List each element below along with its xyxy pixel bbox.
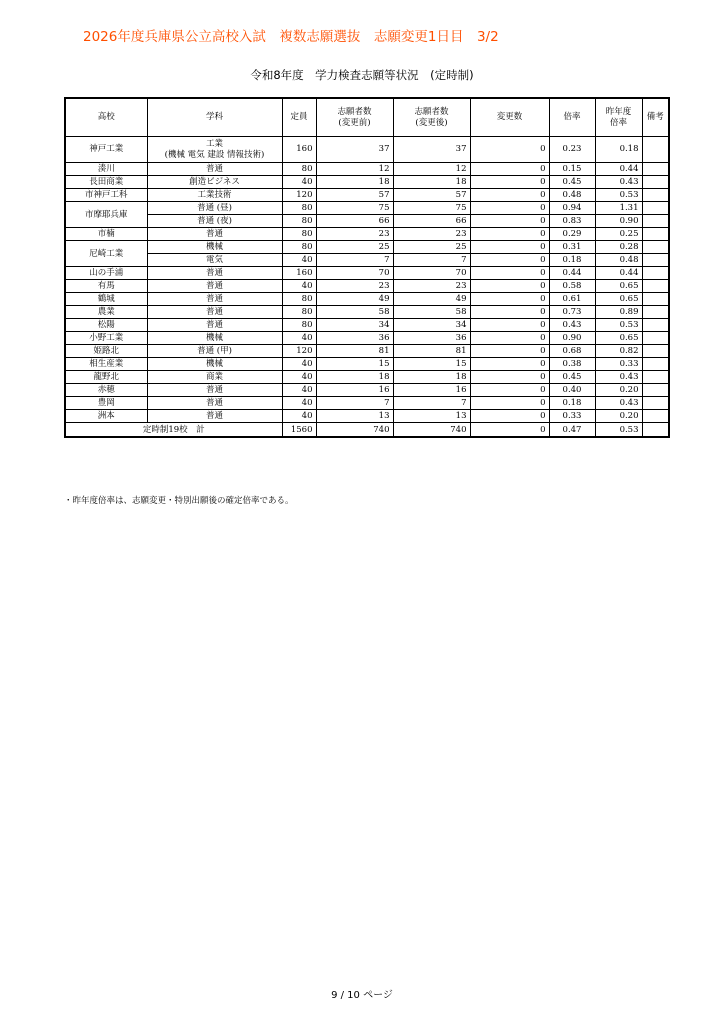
department-name: 商業 [205,372,223,382]
department-name: 普通 [205,281,223,291]
applicants-before-cell: 58 [316,306,393,319]
table-row [65,319,669,332]
header-last-year-ratio: 昨年度 倍率 [595,98,642,137]
applicants-before-cell: 81 [316,345,393,358]
last-year-ratio-cell: 0.82 [595,345,642,358]
table-row [65,241,669,254]
total-last-year-ratio: 0.53 [595,423,642,438]
school-cell: 市楠 [65,228,147,241]
school-cell: 松陽 [65,319,147,332]
changes-cell: 0 [470,189,549,202]
capacity-cell: 80 [282,293,316,306]
ratio-cell: 0.44 [549,267,595,280]
table-header-row [65,98,669,137]
last-year-ratio-cell: 0.28 [595,241,642,254]
table-row [65,332,669,345]
applicants-after-cell: 12 [393,163,470,176]
department-cell [147,189,282,202]
capacity-cell: 40 [282,254,316,267]
remarks-cell [642,137,669,163]
changes-cell: 0 [470,267,549,280]
ratio-cell: 0.68 [549,345,595,358]
ratio-cell: 0.38 [549,358,595,371]
department-cell [147,215,282,228]
capacity-cell: 160 [282,267,316,280]
total-changes: 0 [470,423,549,438]
applicants-before-cell: 75 [316,202,393,215]
department-cell [147,384,282,397]
header-applicants-before: 志願者数 (変更前) [316,98,393,137]
header-school: 高校 [65,98,147,137]
changes-cell: 0 [470,163,549,176]
last-year-ratio-cell: 0.20 [595,410,642,423]
ratio-cell: 0.31 [549,241,595,254]
applicants-before-cell: 66 [316,215,393,228]
remarks-cell [642,293,669,306]
table-total-row [65,423,669,438]
last-year-ratio-cell: 1.31 [595,202,642,215]
remarks-cell [642,280,669,293]
capacity-cell: 40 [282,384,316,397]
total-ratio: 0.47 [549,423,595,438]
department-name: 普通 [205,385,223,395]
department-cell [147,137,282,163]
applicants-before-cell: 18 [316,371,393,384]
changes-cell: 0 [470,215,549,228]
total-applicants-before: 740 [316,423,393,438]
capacity-cell: 160 [282,137,316,163]
header-remarks: 備考 [642,98,669,137]
applicants-before-cell: 18 [316,176,393,189]
applicants-before-cell: 13 [316,410,393,423]
ratio-cell: 0.29 [549,228,595,241]
applicants-after-cell: 70 [393,267,470,280]
department-cell [147,371,282,384]
department-name: 普通 [205,411,223,421]
changes-cell: 0 [470,384,549,397]
remarks-cell [642,345,669,358]
table-row [65,280,669,293]
last-year-ratio-cell: 0.44 [595,163,642,176]
changes-cell: 0 [470,293,549,306]
applicants-after-cell: 66 [393,215,470,228]
department-name: 普通 [205,320,223,330]
remarks-cell [642,397,669,410]
header-capacity: 定員 [282,98,316,137]
applicants-after-cell: 34 [393,319,470,332]
school-cell: 尼崎工業 [65,241,147,267]
changes-cell: 0 [470,176,549,189]
school-cell: 姫路北 [65,345,147,358]
ratio-cell: 0.43 [549,319,595,332]
table-title: 令和8年度 学力検査志願等状況 (定時制) [250,68,474,82]
school-cell: 豊岡 [65,397,147,410]
remarks-cell [642,202,669,215]
remarks-cell [642,371,669,384]
ratio-cell: 0.23 [549,137,595,163]
remarks-cell [642,410,669,423]
changes-cell: 0 [470,202,549,215]
header-changes: 変更数 [470,98,549,137]
total-applicants-after: 740 [393,423,470,438]
applicants-before-cell: 7 [316,254,393,267]
changes-cell: 0 [470,137,549,163]
applicants-before-cell: 7 [316,397,393,410]
changes-cell: 0 [470,332,549,345]
table-row [65,137,669,163]
last-year-ratio-cell: 0.43 [595,371,642,384]
applicants-before-cell: 15 [316,358,393,371]
department-cell [147,345,282,358]
department-name: 普通 [205,307,223,317]
total-label: 定時制19校 計 [65,423,282,438]
applicants-after-cell: 7 [393,397,470,410]
changes-cell: 0 [470,397,549,410]
remarks-cell [642,384,669,397]
ratio-cell: 0.48 [549,189,595,202]
applicants-before-cell: 57 [316,189,393,202]
school-cell: 洲本 [65,410,147,423]
department-cell [147,267,282,280]
remarks-cell [642,306,669,319]
school-cell: 鶴城 [65,293,147,306]
applicants-before-cell: 23 [316,280,393,293]
table-row [65,189,669,202]
capacity-cell: 40 [282,176,316,189]
application-status-table [64,97,670,438]
header-ratio: 倍率 [549,98,595,137]
department-cell [147,293,282,306]
department-cell [147,410,282,423]
school-cell: 相生産業 [65,358,147,371]
table-row [65,215,669,228]
changes-cell: 0 [470,410,549,423]
school-cell: 龍野北 [65,371,147,384]
changes-cell: 0 [470,241,549,254]
applicants-before-cell: 25 [316,241,393,254]
department-cell [147,228,282,241]
capacity-cell: 80 [282,163,316,176]
ratio-cell: 0.83 [549,215,595,228]
department-name: 普通 (甲) [197,346,232,356]
last-year-ratio-cell: 0.65 [595,332,642,345]
changes-cell: 0 [470,254,549,267]
changes-cell: 0 [470,371,549,384]
department-name: 工業技術 [197,190,232,200]
remarks-cell [642,358,669,371]
remarks-cell [642,163,669,176]
capacity-cell: 80 [282,241,316,254]
table-row [65,228,669,241]
school-cell: 山の手浦 [65,267,147,280]
department-cell [147,358,282,371]
applicants-before-cell: 12 [316,163,393,176]
applicants-after-cell: 23 [393,228,470,241]
applicants-after-cell: 15 [393,358,470,371]
last-year-ratio-cell: 0.53 [595,189,642,202]
school-cell: 市摩耶兵庫 [65,202,147,228]
department-cell [147,332,282,345]
department-cell [147,306,282,319]
remarks-cell [642,332,669,345]
table-row [65,384,669,397]
table-row [65,397,669,410]
remarks-cell [642,176,669,189]
changes-cell: 0 [470,228,549,241]
department-name: 機械 [205,359,223,369]
ratio-cell: 0.45 [549,176,595,189]
capacity-cell: 40 [282,410,316,423]
school-cell: 長田商業 [65,176,147,189]
school-cell: 赤穂 [65,384,147,397]
applicants-after-cell: 49 [393,293,470,306]
ratio-cell: 0.40 [549,384,595,397]
last-year-ratio-cell: 0.65 [595,293,642,306]
department-cell [147,319,282,332]
capacity-cell: 40 [282,332,316,345]
applicants-before-cell: 36 [316,332,393,345]
department-cell [147,280,282,293]
department-cell [147,241,282,254]
school-cell: 有馬 [65,280,147,293]
capacity-cell: 40 [282,397,316,410]
remarks-cell [642,267,669,280]
changes-cell: 0 [470,358,549,371]
department-cell [147,254,282,267]
last-year-ratio-cell: 0.20 [595,384,642,397]
last-year-ratio-cell: 0.53 [595,319,642,332]
department-name: 普通 [205,398,223,408]
footnote: ・昨年度倍率は、志願変更・特別出願後の確定倍率である。 [64,496,294,506]
ratio-cell: 0.18 [549,397,595,410]
remarks-cell [642,319,669,332]
department-name: 普通 (夜) [197,216,232,226]
department-name: 機械 [205,242,223,252]
table-row [65,163,669,176]
ratio-cell: 0.73 [549,306,595,319]
capacity-cell: 80 [282,306,316,319]
last-year-ratio-cell: 0.43 [595,397,642,410]
total-remarks [642,423,669,438]
applicants-before-cell: 34 [316,319,393,332]
last-year-ratio-cell: 0.65 [595,280,642,293]
capacity-cell: 40 [282,358,316,371]
table-row [65,176,669,189]
applicants-after-cell: 75 [393,202,470,215]
applicants-after-cell: 16 [393,384,470,397]
department-name: 普通 [205,164,223,174]
applicants-after-cell: 23 [393,280,470,293]
department-cell [147,176,282,189]
table-row [65,358,669,371]
school-cell: 農業 [65,306,147,319]
applicants-after-cell: 25 [393,241,470,254]
applicants-after-cell: 18 [393,176,470,189]
remarks-cell [642,241,669,254]
department-name: 普通 [205,268,223,278]
remarks-cell [642,228,669,241]
capacity-cell: 80 [282,228,316,241]
school-cell: 市神戸工科 [65,189,147,202]
header-department: 学科 [147,98,282,137]
changes-cell: 0 [470,345,549,358]
page-banner-title: 2026年度兵庫県公立高校入試 複数志願選抜 志願変更1日目 3/2 [83,29,499,45]
department-name: 創造ビジネス [189,177,240,187]
table-row [65,345,669,358]
last-year-ratio-cell: 0.33 [595,358,642,371]
department-cell [147,397,282,410]
ratio-cell: 0.33 [549,410,595,423]
table-body [65,137,669,423]
department-name: 普通 [205,229,223,239]
table-row [65,254,669,267]
school-cell: 神戸工業 [65,137,147,163]
last-year-ratio-cell: 0.89 [595,306,642,319]
department-name: 普通 [205,294,223,304]
ratio-cell: 0.94 [549,202,595,215]
ratio-cell: 0.58 [549,280,595,293]
last-year-ratio-cell: 0.25 [595,228,642,241]
department-name: 機械 [205,333,223,343]
ratio-cell: 0.18 [549,254,595,267]
applicants-after-cell: 7 [393,254,470,267]
remarks-cell [642,215,669,228]
department-cell [147,202,282,215]
remarks-cell [642,254,669,267]
applicants-before-cell: 70 [316,267,393,280]
applicants-after-cell: 13 [393,410,470,423]
applicants-before-cell: 49 [316,293,393,306]
table-row [65,306,669,319]
ratio-cell: 0.90 [549,332,595,345]
applicants-after-cell: 37 [393,137,470,163]
applicants-before-cell: 16 [316,384,393,397]
table-row [65,410,669,423]
table-row [65,371,669,384]
school-cell: 湊川 [65,163,147,176]
changes-cell: 0 [470,280,549,293]
applicants-after-cell: 58 [393,306,470,319]
last-year-ratio-cell: 0.43 [595,176,642,189]
table-row [65,293,669,306]
capacity-cell: 80 [282,319,316,332]
applicants-after-cell: 36 [393,332,470,345]
capacity-cell: 40 [282,280,316,293]
last-year-ratio-cell: 0.90 [595,215,642,228]
remarks-cell [642,189,669,202]
ratio-cell: 0.45 [549,371,595,384]
table-row [65,202,669,215]
changes-cell: 0 [470,306,549,319]
department-name: 普通 (昼) [197,203,232,213]
capacity-cell: 120 [282,345,316,358]
department-name: 工業 [205,138,223,149]
department-cell [147,163,282,176]
capacity-cell: 80 [282,202,316,215]
department-name: 電気 [205,255,223,265]
ratio-cell: 0.61 [549,293,595,306]
capacity-cell: 40 [282,371,316,384]
last-year-ratio-cell: 0.48 [595,254,642,267]
last-year-ratio-cell: 0.18 [595,137,642,163]
capacity-cell: 120 [282,189,316,202]
changes-cell: 0 [470,319,549,332]
applicants-after-cell: 18 [393,371,470,384]
table-row [65,267,669,280]
total-capacity: 1560 [282,423,316,438]
capacity-cell: 80 [282,215,316,228]
applicants-before-cell: 37 [316,137,393,163]
last-year-ratio-cell: 0.44 [595,267,642,280]
applicants-before-cell: 23 [316,228,393,241]
header-applicants-after: 志願者数 (変更後) [393,98,470,137]
applicants-after-cell: 81 [393,345,470,358]
school-cell: 小野工業 [65,332,147,345]
applicants-after-cell: 57 [393,189,470,202]
department-detail: (機械 電気 建設 情報技術) [164,149,265,160]
ratio-cell: 0.15 [549,163,595,176]
page-number: 9 / 10 ページ [331,990,393,1001]
